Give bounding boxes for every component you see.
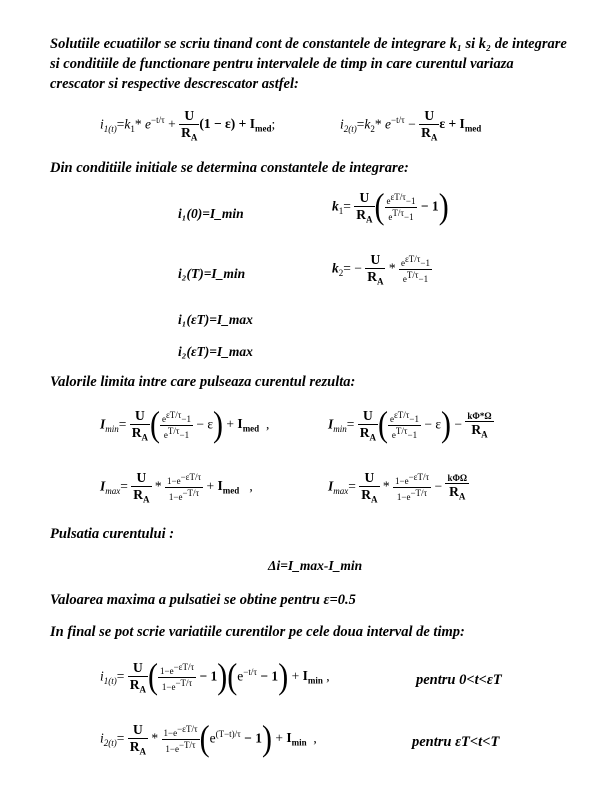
ic-i2-eT: i₂(εT)=I_max bbox=[178, 344, 253, 359]
equation-i1-final: $i_{1(t)}=$ $\frac{U}{R_A}$ ( $\frac{1-e^{-\varepsilon T/\tau}}{1-e^{-T/\tau}}$ − $1)(e^{-t/\tau} - 1) + I_{min}$ , bbox=[100, 656, 330, 697]
equation-i2-final: $i_{2(t)}=$ $\frac{U}{R_A}$ * $\frac{1-e^{-\varepsilon T/\tau}}{1-e^{-T/\tau}}$ $(e^{(T-t)/\tau} - 1) + I_{min}$ , bbox=[100, 718, 317, 759]
equation-k1: $k_1=$ $\frac{U}{R_A}$ ( $e^{\varepsilon T/\tau}-1$ $e^{T/\tau}-1$ − 1) bbox=[332, 186, 449, 227]
equation-imax-1: $I_{max}=$ $\frac{U}{R_A}$ * $\frac{1-e^{-\varepsilon T/\tau}}{1-e^{-T/\tau}}$ + $I_{med}$ , bbox=[100, 470, 253, 505]
ic-i2-T: i₂(T)=I_min bbox=[178, 266, 246, 281]
delta-i-equation: Δi=I_max-I_min bbox=[268, 558, 363, 573]
equation-k2: $k_2=$ − $\frac{U}{R_A}$ * $e^{\varepsilon T/\tau}-1$ $e^{T/\tau}-1$ bbox=[332, 252, 430, 287]
equation-imin-2: $I_{min}=$ $\frac{U}{R_A}$ ( $e^{\varepsilon T/\tau}-1$ $e^{T/\tau}-1$ − ε) − kΦ*Ω $R_A$ bbox=[328, 404, 492, 445]
pulsation-heading: Pulsatia curentului : bbox=[50, 526, 175, 542]
intro-paragraph: Solutiile ecuatiilor se scriu tinand cont de constantele de integrare k₁ si k₂ de integrare si conditiile de functionare pentru intervalele de timp in care curentul variaza crescator si respective descrescator astfel: bbox=[50, 36, 567, 92]
ic-i1-eT: i₁(εT)=I_max bbox=[178, 312, 253, 327]
equation-i2: $i_{2(t)}=k_2*$ $e^{-t/\tau}$ − $\frac{U}{R_A}$ $\varepsilon + I_{med}$ bbox=[340, 108, 482, 143]
initial-conditions-heading: Din conditiile initiale se determina constantele de integrare: bbox=[50, 160, 409, 176]
condition-interval-1: pentru 0<t<εT bbox=[416, 672, 502, 688]
equation-imax-2: $I_{max}=$ $\frac{U}{R_A}$ * $\frac{1-e^{-\varepsilon T/\tau}}{1-e^{-T/\tau}}$ − kΦΩ $R_A$ bbox=[328, 470, 468, 505]
equation-imin-1: $I_{min}=$ $\frac{U}{R_A}$ ( $e^{\varepsilon T/\tau}-1$ $e^{T/\tau}-1$ − $\varepsilon) + I_{med}$ , bbox=[100, 404, 270, 445]
max-pulsation-label: Valoarea maxima a pulsatiei se obtine pentru bbox=[50, 592, 320, 608]
limit-values-heading: Valorile limita intre care pulseaza curentul rezulta: bbox=[50, 374, 356, 390]
epsilon-value: ε=0.5 bbox=[323, 592, 356, 608]
max-pulsation-text bbox=[50, 590, 356, 610]
final-heading: In final se pot scrie variatiile curentilor pe cele doua interval de timp: bbox=[50, 624, 465, 640]
equation-i1: $i_{1(t)}=k_1*$ $e^{-t/\tau}$ + $\frac{U}{R_A}$ $(1 - \varepsilon) + I_{med}$; bbox=[100, 108, 276, 143]
condition-interval-2: pentru εT<t<T bbox=[412, 734, 500, 750]
ic-i1-0: i₁(0)=I_min bbox=[178, 206, 244, 221]
